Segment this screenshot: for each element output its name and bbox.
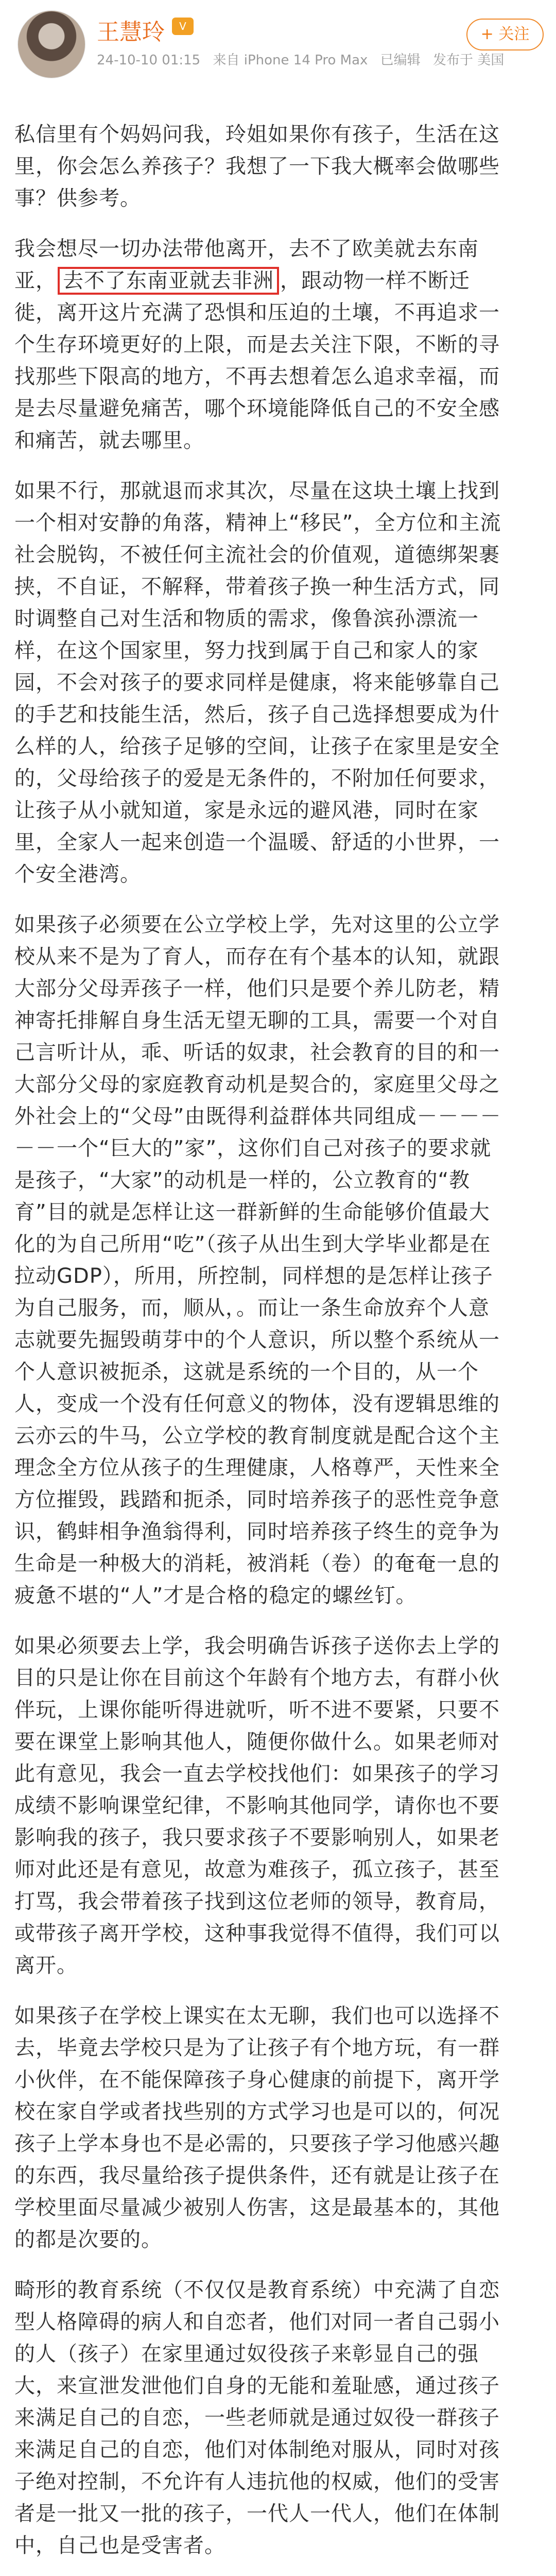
paragraph-2: 我会想尽一切办法带他离开，去不了欧美就去东南亚， 去不了东南亚就去非洲 ，跟动物一样不断迁徙，离开这片充满了恐惧和压迫的土壤，不再追求一个生存环境更好的上限，而是去关注下限，不断的寻找那些下限高的地方，不再去想着怎么追求幸福，而是去尽量避免痛苦，哪个环境能降低自己的不安全感和痛苦，就去哪里。 [14,237,500,452]
paragraph-1: 私信里有个妈妈问我，玲姐如果你有孩子，生活在这里，你会怎么养孩子？我想了一下我大概率会做哪些事？供参考。 [14,123,500,210]
post-device: 来自 iPhone 14 Pro Max [213,53,368,68]
edited-label[interactable]: 已编辑 [380,53,421,68]
verified-badge: V [172,18,194,35]
post-time: 24-10-10 01:15 [97,53,201,68]
paragraph-6: 如果孩子在学校上课实在太无聊，我们也可以选择不去，毕竟去学校只是为了让孩子有个地方玩，有一群小伙伴，在不能保障孩子身心健康的前提下，离开学校在家自学或者找些别的方式学习也是可以的，何况孩子上学本身也不是必需的，只要孩子学习他感兴趣的东西，我尽量给孩子提供条件，还有就是让孩子在学校里面尽量减少被别人伤害，这是最基本的，其他的都是次要的。 [14,2004,500,2251]
paragraph-4: 如果孩子必须要在公立学校上学，先对这里的公立学校从来不是为了育人，而存在有个基本的认知，就跟大部分父母弄孩子一样，他们只是要个养儿防老，精神寄托排解自身生活无望无聊的工具，需要一个对自己言听计从，乖、听话的奴隶，社会教育的目的和一大部分父母的家庭教育动机是契合的，家庭里父母之外社会上的“父母”由既得利益群体共同组成－－－－－－一个“巨大的”家”，这你们自己对孩子的要求就是孩子，“大家”的动机是一样的，公立教育的“教育”目的就是怎样让这一群新鲜的生命能够价值最大化的为自己所用“吃”（孩子从出生到大学毕业都是在拉动GDP），所用，所控制，同样想的是怎样让孩子为自己服务，而，顺从，。而让一条生命放弃个人意志就要先掘毁萌芽中的个人意识，所以整个系统从一个人意识被扼杀，这就是系统的一个目的，从一个人，变成一个没有任何意义的物体，没有逻辑思维的云亦云的牛马，公立学校的教育制度就是配合这个主理念全方位从孩子的生理健康，人格尊严，天性来全方位摧毁，践踏和扼杀，同时培养孩子的恶性竞争意识，鹤蚌相争渔翁得利，同时培养孩子终生的竞争为生命是一种极大的消耗，被消耗（卷）的奄奄一息的疲惫不堪的“人”才是合格的稳定的螺丝钉。 [14,913,501,1607]
author-name[interactable]: 王慧玲 [97,19,165,45]
avatar[interactable] [18,10,85,78]
post-header [0,0,556,103]
paragraph-7: 畸形的教育系统（不仅仅是教育系统）中充满了自恋型人格障碍的病人和自恋者，他们对同一者自己弱小的人（孩子）在家里通过奴役孩子来彰显自己的强大，来宣泄发泄他们自身的无能和羞耻感，通过孩子来满足自己的自恋，一些老师就是通过奴役一群孩子来满足自己的自恋，他们对体制绝对服从，同时对孩子绝对控制，不允许有人违抗他的权威，他们的受害者是一批又一批的孩子，一代人一代人，他们在体制中，自己也是受害者。 [14,2278,500,2557]
highlighted-phrase: 去不了东南亚就去非洲 [58,267,279,295]
post-meta [97,49,504,69]
follow-button[interactable]: + 关注 [466,19,544,50]
post-location: 发布于 美国 [432,53,505,68]
post-body [14,118,509,2576]
paragraph-3: 如果不行，那就退而求其次，尽量在这块土壤上找到一个相对安静的角落，精神上“移民”，全方位和主流社会脱钩，不被任何主流社会的价值观，道德绑架裹挟，不自证，不解释，带着孩子换一种生活方式，同时调整自己对生活和物质的需求，像鲁滨孙漂流一样，在这个国家里，努力找到属于自己和家人的家园，不会对孩子的要求同样是健康，将来能够靠自己的手艺和技能生活，然后，孩子自己选择想要成为什么样的人，给孩子足够的空间，让孩子在家里是安全的，父母给孩子的爱是无条件的，不附加任何要求，让孩子从小就知道，家是永远的避风港，同时在家里，全家人一起来创造一个温暖、舒适的小世界，一个安全港湾。 [14,479,501,886]
paragraph-5: 如果必须要去上学，我会明确告诉孩子送你去上学的目的只是让你在目前这个年龄有个地方去，有群小伙伴玩，上课你能听得进就听，听不进不要紧，只要不要在课堂上影响其他人，随便你做什么。如果老师对此有意见，我会一直去学校找他们：如果孩子的学习成绩不影响课堂纪律，不影响其他同学，请你也不要影响我的孩子，我只要求孩子不要影响别人，如果老师对此还是有意见，故意为难孩子，孤立孩子，甚至打骂，我会带着孩子找到这位老师的领导，教育局，或带孩子离开学校，这种事我觉得不值得，我们可以离开。 [14,1634,500,1977]
